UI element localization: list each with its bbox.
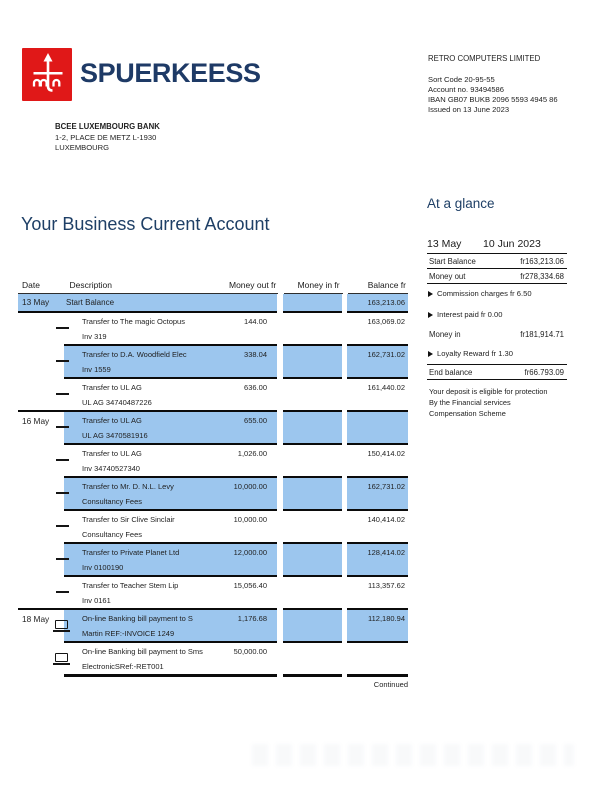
description: Transfer to Mr. D. N.L. Levy	[82, 482, 174, 491]
interest-row	[427, 310, 567, 319]
money-in-cell	[283, 575, 342, 608]
header-main	[68, 278, 279, 294]
description: Transfer to Private Planet Ltd	[82, 548, 180, 557]
reference: Consultancy Fees	[82, 530, 143, 539]
triangle-bullet-icon	[428, 351, 433, 357]
balance-cell	[347, 377, 408, 410]
money-out-value: 144.00	[244, 317, 267, 326]
deposit-protection-note	[429, 386, 547, 419]
spuerkeess-logo	[22, 48, 72, 101]
money-in-cell	[283, 311, 342, 344]
balance-cell	[347, 443, 408, 476]
bank-name: BCEE LUXEMBOURG BANK	[55, 122, 160, 131]
description-cell	[64, 575, 277, 608]
start-balance-value: fr163,213.06	[520, 257, 564, 266]
money-out-value: 10,000.00	[233, 482, 267, 491]
description: On-line Banking bill payment to S	[82, 614, 193, 623]
balance-value: 112,180.94	[368, 614, 405, 623]
transfer-dash-icon	[56, 459, 69, 461]
transaction-row	[18, 509, 408, 542]
money-in-cell	[283, 608, 342, 641]
description: Transfer to The magic Octopus	[82, 317, 185, 326]
money-out-row	[427, 269, 567, 284]
description-cell	[64, 641, 277, 677]
description: Transfer to Teacher Stem Lip	[82, 581, 179, 590]
transactions-table	[18, 278, 408, 689]
header-money-in: Money in fr	[284, 278, 342, 294]
reference: Consultancy Fees	[82, 497, 143, 506]
balance-value: 163,213.06	[367, 298, 405, 307]
transfer-dash-icon	[56, 327, 69, 329]
balance-value: 113,357.62	[368, 581, 405, 590]
statement-period	[427, 238, 567, 254]
money-in-row	[427, 327, 567, 341]
transaction-row	[18, 641, 408, 677]
period-to: 10 Jun 2023	[483, 238, 541, 250]
start-balance-row	[427, 254, 567, 269]
scan-artifact	[252, 744, 574, 766]
date-label: 18 May	[22, 614, 50, 624]
transfer-dash-icon	[56, 426, 69, 428]
balance-value: 161,440.02	[367, 383, 405, 392]
reference: UL AG 3470581916	[82, 431, 148, 440]
transfer-dash-icon	[56, 525, 69, 527]
bank-address-block	[55, 122, 160, 154]
money-out-value: 655.00	[244, 416, 267, 425]
money-in-cell	[283, 509, 342, 542]
transaction-row	[18, 410, 408, 443]
online-banking-icon	[55, 653, 68, 662]
money-in-value: fr181,914.71	[520, 330, 564, 339]
table-header	[18, 278, 408, 294]
recipient-name: RETRO COMPUTERS LIMITED	[428, 54, 541, 63]
transfer-dash-icon	[56, 492, 69, 494]
transaction-row	[18, 608, 408, 641]
commission-row	[427, 289, 567, 298]
end-balance-value: fr66.793.09	[524, 368, 564, 377]
header-money-out: Money out fr	[228, 280, 277, 290]
money-out-value: 10,000.00	[233, 515, 267, 524]
money-in-cell	[283, 344, 342, 377]
bank-address-line2: LUXEMBOURG	[55, 143, 110, 152]
balance-cell	[347, 641, 408, 677]
transaction-row	[18, 575, 408, 608]
money-in-cell	[283, 294, 342, 311]
description: Transfer to Sir Clive Sinclair	[82, 515, 175, 524]
at-a-glance-heading: At a glance	[427, 196, 495, 211]
money-out-value: fr278,334.68	[520, 272, 564, 281]
start-balance-cell	[18, 294, 277, 311]
balance-value: 140,414.02	[367, 515, 405, 524]
balance-cell	[347, 294, 408, 311]
continued-label: Continued	[373, 680, 408, 689]
money-out-value: 338.04	[244, 350, 267, 359]
loyalty-text: Loyalty Reward fr 1.30	[437, 349, 513, 358]
description-cell	[64, 377, 277, 410]
transfer-dash-icon	[56, 558, 69, 560]
money-out-value: 636.00	[244, 383, 267, 392]
balance-cell	[347, 575, 408, 608]
money-in-cell	[283, 377, 342, 410]
description-cell	[64, 542, 277, 575]
commission-text: Commission charges fr 6.50	[437, 289, 532, 298]
money-out-value: 50,000.00	[233, 647, 267, 656]
transfer-dash-icon	[56, 360, 69, 362]
reference: Inv 34740527340	[82, 464, 140, 473]
iban: IBAN GB07 BUKB 2096 5593 4945 86	[428, 95, 558, 104]
protection-line3: Compensation Scheme	[429, 409, 506, 418]
transaction-row	[18, 311, 408, 344]
page-title: Your Business Current Account	[21, 214, 270, 234]
account-number: Account no. 93494586	[428, 85, 505, 94]
balance-value: 163,069.02	[367, 317, 405, 326]
description: On-line Banking bill payment to Sms	[82, 647, 203, 656]
reference: Martin REF:-INVOICE 1249	[82, 629, 175, 638]
balance-value: 162,731.02	[367, 482, 405, 491]
loyalty-row	[427, 349, 567, 365]
money-in-label: Money in	[429, 330, 461, 339]
money-out-value: 1,026.00	[237, 449, 267, 458]
description-cell	[64, 509, 277, 542]
triangle-bullet-icon	[428, 312, 433, 318]
interest-text: Interest paid fr 0.00	[437, 310, 503, 319]
balance-cell	[347, 410, 408, 443]
reference: Inv 319	[82, 332, 107, 341]
description: Transfer to UL AG	[82, 416, 142, 425]
period-from: 13 May	[427, 238, 462, 250]
money-in-cell	[283, 476, 342, 509]
reference: ElectronicSRef:-RET001	[82, 662, 164, 671]
money-out-value: 15,056.40	[233, 581, 267, 590]
description-cell	[64, 608, 277, 641]
transaction-row	[18, 443, 408, 476]
money-in-cell	[283, 542, 342, 575]
balance-cell	[347, 311, 408, 344]
balance-cell	[347, 542, 408, 575]
transaction-row	[18, 377, 408, 410]
recipient-block	[428, 54, 558, 115]
description-cell	[64, 476, 277, 509]
description: Start Balance	[66, 297, 115, 307]
statement-rows	[18, 294, 408, 677]
description: Transfer to UL AG	[82, 383, 142, 392]
end-balance-label: End balance	[429, 368, 473, 377]
protection-line1: Your deposit is eligible for protection	[429, 387, 548, 396]
transaction-row	[18, 294, 408, 311]
end-balance-row	[427, 365, 567, 380]
header-description: Description	[69, 280, 113, 290]
reference: UL AG 34740487226	[82, 398, 152, 407]
balance-value: 162,731.02	[367, 350, 405, 359]
money-out-value: 1,176.68	[237, 614, 267, 623]
date-label: 13 May	[22, 297, 50, 307]
balance-cell	[347, 344, 408, 377]
transfer-dash-icon	[56, 393, 69, 395]
bank-address-line1: 1-2, PLACE DE METZ L-1930	[55, 132, 157, 142]
reference: Inv 1559	[82, 365, 111, 374]
reference: Inv 0100190	[82, 563, 124, 572]
money-in-cell	[283, 641, 342, 677]
sort-code: Sort Code 20-95-55	[428, 75, 495, 84]
transfer-dash-icon	[56, 591, 69, 593]
header-balance: Balance fr	[348, 278, 408, 294]
header-date: Date	[18, 278, 68, 294]
balance-cell	[347, 476, 408, 509]
money-out-value: 12,000.00	[233, 548, 267, 557]
description: Transfer to UL AG	[82, 449, 142, 458]
online-banking-icon	[55, 620, 68, 629]
balance-cell	[347, 509, 408, 542]
at-a-glance-panel	[427, 196, 567, 380]
reference: Inv 0161	[82, 596, 111, 605]
balance-cell	[347, 608, 408, 641]
description-cell	[64, 410, 277, 443]
transaction-row	[18, 542, 408, 575]
description-cell	[64, 311, 277, 344]
triangle-bullet-icon	[428, 291, 433, 297]
description: Transfer to D.A. Woodfield Elec	[82, 350, 187, 359]
description-cell	[64, 344, 277, 377]
balance-value: 150,414.02	[367, 449, 405, 458]
brand-wordmark: SPUERKEESS	[80, 58, 261, 88]
description-cell	[64, 443, 277, 476]
transaction-row	[18, 476, 408, 509]
money-out-label: Money out	[429, 272, 466, 281]
start-balance-label: Start Balance	[429, 257, 476, 266]
balance-value: 128,414.02	[367, 548, 405, 557]
money-in-cell	[283, 410, 342, 443]
money-in-cell	[283, 443, 342, 476]
issue-date: Issued on 13 June 2023	[428, 105, 510, 114]
protection-line2: By the Financial services	[429, 398, 511, 407]
date-label: 16 May	[22, 416, 50, 426]
transaction-row	[18, 344, 408, 377]
